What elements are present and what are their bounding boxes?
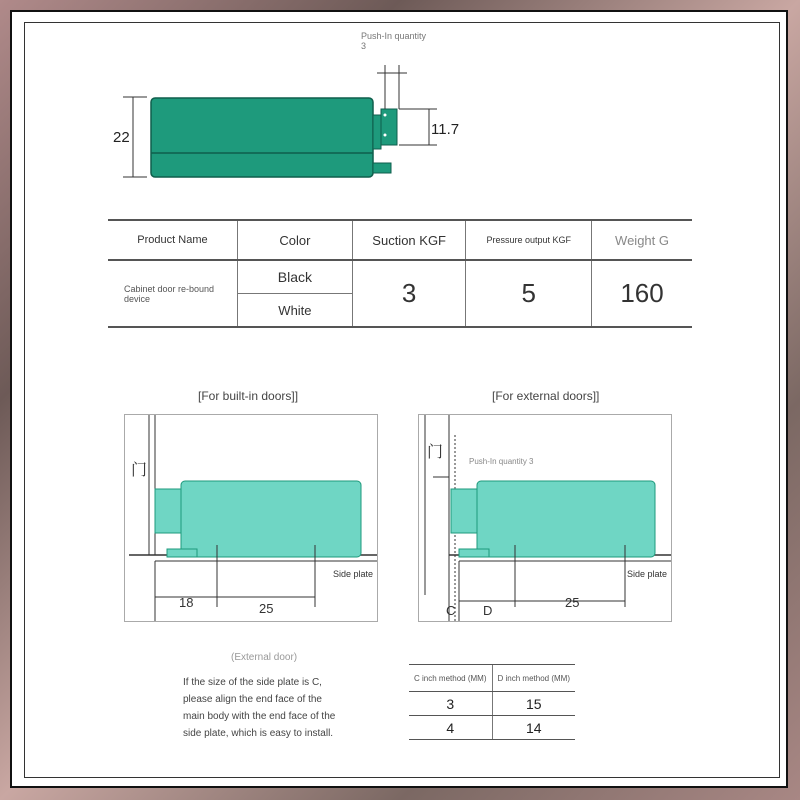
door-label-built-in: 门 [131, 462, 148, 479]
spec-header-row [108, 220, 692, 260]
dimension-header-row [409, 665, 575, 692]
dimension-row [409, 716, 575, 740]
weight-value: 160 [592, 260, 692, 327]
c-value: 3 [409, 692, 492, 716]
product-sheet [24, 22, 780, 778]
dim-25-external: 25 [565, 595, 580, 610]
dim-18: 18 [179, 595, 194, 610]
spec-table [108, 219, 692, 328]
side-plate-label-external: Side plate [627, 569, 668, 579]
header-pressure: Pressure output KGF [466, 220, 592, 260]
height-dimension: 22 [113, 129, 130, 146]
spec-row-black [108, 260, 692, 294]
header-product-name: Product Name [108, 220, 237, 260]
dim-d: D [483, 603, 493, 618]
external-diagram [418, 414, 672, 622]
external-note-text [183, 674, 353, 742]
color-white: White [237, 294, 352, 328]
external-note-title: (External door) [231, 652, 298, 663]
header-c: C inch method (MM) [409, 665, 492, 692]
external-caption: [For external doors]] [492, 389, 600, 403]
external-drawing [419, 415, 671, 621]
header-weight: Weight G [592, 220, 692, 260]
note-line: side plate, which is easy to install. [183, 728, 334, 739]
product-name-cell: Cabinet door re-bound device [108, 260, 237, 327]
push-in-external-label: Push-In quantity 3 [469, 457, 534, 466]
built-in-drawing [125, 415, 377, 621]
built-in-caption: [For built-in doors]] [198, 389, 299, 403]
pressure-value: 5 [466, 260, 592, 327]
d-value: 15 [492, 692, 575, 716]
dim-c: C [446, 603, 456, 618]
note-line: main body with the end face of the [183, 711, 336, 722]
dim-25-built-in: 25 [259, 601, 274, 616]
suction-value: 3 [352, 260, 465, 327]
side-plate-label-built-in: Side plate [333, 569, 374, 579]
header-color: Color [237, 220, 352, 260]
push-in-label: Push-In quantity 3 [361, 31, 427, 51]
button-dimension: 11.7 [431, 121, 460, 138]
dimension-table [409, 664, 575, 740]
header-suction: Suction KGF [352, 220, 465, 260]
top-device-drawing [25, 23, 781, 223]
color-black: Black [237, 260, 352, 294]
c-value: 4 [409, 716, 492, 740]
dimension-row [409, 692, 575, 716]
built-in-diagram [124, 414, 378, 622]
d-value: 14 [492, 716, 575, 740]
note-line: please align the end face of the [183, 694, 322, 705]
note-line: If the size of the side plate is C, [183, 677, 322, 688]
door-label-external: 门 [427, 444, 444, 461]
header-d: D inch method (MM) [492, 665, 575, 692]
